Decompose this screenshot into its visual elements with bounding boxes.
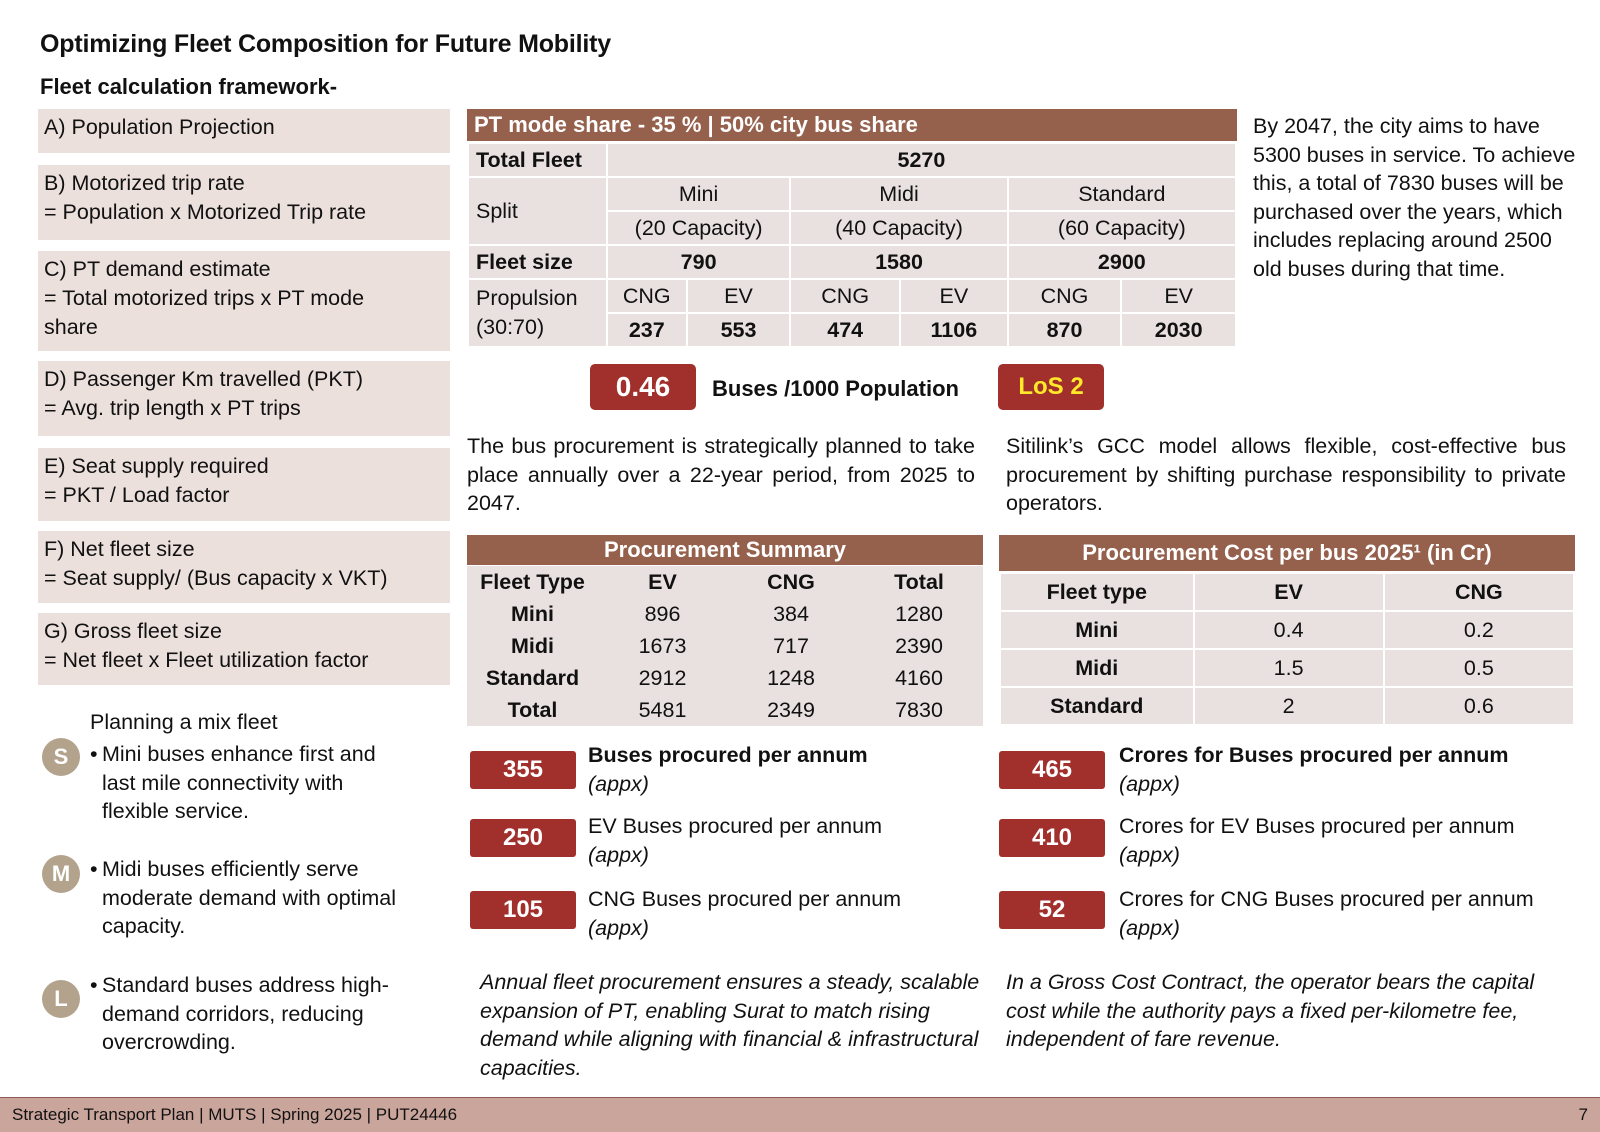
- l-circle-icon: L: [42, 980, 80, 1018]
- stat-label: [1119, 885, 1534, 942]
- fleet-size-value: 790: [607, 245, 791, 279]
- table-cell: 0.6: [1384, 687, 1574, 725]
- table-row: [1000, 611, 1574, 649]
- table-cell: 0.5: [1384, 649, 1574, 687]
- buses-per-annum-badge: 355: [470, 751, 576, 789]
- fleet-size-label: Fleet size: [468, 245, 607, 279]
- table-cell: 2390: [855, 630, 983, 662]
- mix-item-line: flexible service.: [102, 799, 249, 823]
- table-cell: 2349: [727, 694, 855, 726]
- table-row: [467, 630, 983, 662]
- procurement-cost-table: [999, 572, 1575, 726]
- page-number: 7: [1578, 1105, 1588, 1124]
- row-label: Midi: [1000, 649, 1194, 687]
- propulsion-value: 1106: [900, 313, 1008, 347]
- framework-line: = Avg. trip length x PT trips: [44, 396, 301, 420]
- stat-note: (appx): [1119, 771, 1180, 796]
- mix-fleet-heading: Planning a mix fleet: [90, 710, 278, 734]
- gcc-paragraph: Sitilink’s GCC model allows flexible, cost-effective bus procurement by shifting purchase responsibility to private operators.: [1006, 434, 1566, 516]
- ev-label: EV: [1121, 279, 1236, 313]
- table-row: [468, 143, 1236, 177]
- ev-label: EV: [687, 279, 791, 313]
- fleet-size-value: 2900: [1008, 245, 1236, 279]
- framework-subtitle: Fleet calculation framework-: [40, 74, 338, 99]
- mix-item-standard: [90, 971, 389, 1057]
- cng-label: CNG: [790, 279, 900, 313]
- footer: [0, 1097, 1600, 1132]
- stat-note: (appx): [1119, 915, 1180, 940]
- propulsion-value: 474: [790, 313, 900, 347]
- stat-note: (appx): [588, 915, 649, 940]
- table-cell: 4160: [855, 662, 983, 694]
- stat-title: Crores for EV Buses procured per annum: [1119, 814, 1515, 838]
- mix-item-line: overcrowding.: [102, 1030, 236, 1054]
- framework-line: = Total motorized trips x PT mode: [44, 286, 365, 310]
- total-fleet-label: Total Fleet: [468, 143, 607, 177]
- column-header: Total: [855, 566, 983, 598]
- table-row: [1000, 687, 1574, 725]
- mix-item-line: Standard buses address high-: [102, 973, 389, 997]
- cng-label: CNG: [607, 279, 687, 313]
- stat-title: CNG Buses procured per annum: [588, 887, 902, 911]
- procurement-summary-table: [467, 566, 983, 726]
- procurement-note: Annual fleet procurement ensures a steady, scalable expansion of PT, enabling Surat to match rising demand while aligning with financial & infrastructural capacities.: [480, 970, 980, 1080]
- table-cell: 5481: [598, 694, 727, 726]
- framework-line: share: [44, 315, 98, 339]
- type-capacity: (60 Capacity): [1008, 211, 1236, 245]
- framework-box-g: [38, 613, 450, 685]
- table-cell: 1248: [727, 662, 855, 694]
- stat-label: [588, 812, 882, 869]
- stat-label: [588, 885, 901, 942]
- stat-title: Buses procured per annum: [588, 743, 868, 767]
- column-header: CNG: [727, 566, 855, 598]
- mix-item-line: demand corridors, reducing: [102, 1001, 364, 1026]
- table-row: [1000, 649, 1574, 687]
- bullet: •: [90, 742, 98, 766]
- framework-line: F) Net fleet size: [44, 537, 195, 561]
- table-row: [468, 177, 1236, 211]
- framework-box-f: [38, 531, 450, 603]
- los-badge: LoS 2: [998, 364, 1104, 410]
- bullet: •: [90, 857, 98, 881]
- pt-mode-header: PT mode share - 35 % | 50% city bus share: [467, 109, 1237, 141]
- framework-box-c: [38, 251, 450, 351]
- crores-cng-badge: 52: [999, 891, 1105, 929]
- table-row: [468, 279, 1236, 313]
- framework-box-a: [38, 109, 450, 153]
- cng-label: CNG: [1008, 279, 1122, 313]
- framework-box-b: [38, 165, 450, 240]
- framework-line: E) Seat supply required: [44, 454, 269, 478]
- column-header: EV: [1194, 573, 1384, 611]
- stat-note: (appx): [1119, 842, 1180, 867]
- type-capacity: (40 Capacity): [790, 211, 1007, 245]
- target-paragraph: By 2047, the city aims to have 5300 buses in service. To achieve this, a total of 7830 buses will be purchased over the years, which includes replacing around 2500 old buses during that time.: [1253, 114, 1576, 281]
- pt-fleet-table: [467, 142, 1237, 348]
- type-name: Standard: [1008, 177, 1236, 211]
- footer-text: Strategic Transport Plan | MUTS | Spring 2025 | PUT24446: [12, 1105, 458, 1124]
- table-cell: 1673: [598, 630, 727, 662]
- mix-item-line: Midi buses efficiently serve: [102, 857, 359, 881]
- stat-label: [588, 741, 868, 798]
- propulsion-label-line: Propulsion: [476, 286, 578, 310]
- framework-line: = Seat supply/ (Bus capacity x VKT): [44, 566, 388, 590]
- crores-ev-badge: 410: [999, 819, 1105, 857]
- propulsion-label: [468, 279, 607, 347]
- crores-per-annum-badge: 465: [999, 751, 1105, 789]
- s-circle-icon: S: [42, 738, 80, 776]
- row-label: Midi: [467, 630, 598, 662]
- bullet: •: [90, 973, 98, 997]
- table-cell: 0.4: [1194, 611, 1384, 649]
- procurement-paragraph: The bus procurement is strategically planned to take place annually over a 22-year period, from 2025 to 2047.: [467, 434, 975, 516]
- type-name: Mini: [607, 177, 791, 211]
- stat-title: Crores for Buses procured per annum: [1119, 743, 1509, 767]
- procurement-cost-title: Procurement Cost per bus 2025¹ (in Cr): [999, 535, 1575, 571]
- propulsion-value: 870: [1008, 313, 1122, 347]
- stat-label: [1119, 741, 1508, 798]
- column-header: EV: [598, 566, 727, 598]
- table-cell: 2912: [598, 662, 727, 694]
- framework-line: C) PT demand estimate: [44, 257, 271, 281]
- propulsion-label-line: (30:70): [476, 315, 545, 339]
- framework-line: = Population x Motorized Trip rate: [44, 200, 367, 224]
- column-header: Fleet type: [1000, 573, 1194, 611]
- total-fleet-value: 5270: [607, 143, 1236, 177]
- cng-buses-badge: 105: [470, 891, 576, 929]
- mix-item-line: Mini buses enhance first and: [102, 742, 376, 766]
- table-header-row: [467, 566, 983, 598]
- framework-line: A) Population Projection: [44, 115, 275, 139]
- row-label: Standard: [467, 662, 598, 694]
- mix-item-line: last mile connectivity with: [102, 770, 344, 795]
- table-cell: 7830: [855, 694, 983, 726]
- table-row: [468, 245, 1236, 279]
- table-header-row: [1000, 573, 1574, 611]
- propulsion-value: 553: [687, 313, 791, 347]
- stat-title: Crores for CNG Buses procured per annum: [1119, 887, 1534, 911]
- row-label: Standard: [1000, 687, 1194, 725]
- table-cell: 1.5: [1194, 649, 1384, 687]
- table-cell: 384: [727, 598, 855, 630]
- framework-box-d: [38, 361, 450, 436]
- propulsion-value: 237: [607, 313, 687, 347]
- procurement-summary-title: Procurement Summary: [467, 535, 983, 565]
- propulsion-value: 2030: [1121, 313, 1236, 347]
- column-header: Fleet Type: [467, 566, 598, 598]
- stat-note: (appx): [588, 771, 649, 796]
- table-cell: 1280: [855, 598, 983, 630]
- mix-item-line: moderate demand with optimal: [102, 885, 396, 910]
- m-circle-icon: M: [42, 855, 80, 893]
- type-capacity: (20 Capacity): [607, 211, 791, 245]
- table-row: [467, 694, 983, 726]
- table-cell: 896: [598, 598, 727, 630]
- mix-item-mini: [90, 740, 376, 826]
- mix-item-line: capacity.: [102, 914, 186, 938]
- fleet-size-value: 1580: [790, 245, 1007, 279]
- stat-title: EV Buses procured per annum: [588, 814, 882, 838]
- row-label: Mini: [467, 598, 598, 630]
- mix-item-midi: [90, 855, 396, 941]
- table-cell: 717: [727, 630, 855, 662]
- framework-line: = PKT / Load factor: [44, 483, 230, 507]
- type-name: Midi: [790, 177, 1007, 211]
- ratio-badge: 0.46: [590, 364, 696, 410]
- ev-label: EV: [900, 279, 1008, 313]
- page-title: Optimizing Fleet Composition for Future Mobility: [40, 30, 611, 58]
- table-row: [467, 662, 983, 694]
- ratio-label: Buses /1000 Population: [712, 376, 959, 401]
- framework-line: G) Gross fleet size: [44, 619, 223, 643]
- row-label: Total: [467, 694, 598, 726]
- table-row: [467, 598, 983, 630]
- gcc-note: In a Gross Cost Contract, the operator bears the capital cost while the authority pays a fixed per-kilometre fee, independent of fare revenue.: [1006, 970, 1535, 1052]
- framework-line: B) Motorized trip rate: [44, 171, 245, 195]
- row-label: Mini: [1000, 611, 1194, 649]
- stat-label: [1119, 812, 1515, 869]
- framework-box-e: [38, 448, 450, 521]
- table-cell: 0.2: [1384, 611, 1574, 649]
- column-header: CNG: [1384, 573, 1574, 611]
- split-label: Split: [468, 177, 607, 245]
- ev-buses-badge: 250: [470, 819, 576, 857]
- stat-note: (appx): [588, 842, 649, 867]
- framework-line: = Net fleet x Fleet utilization factor: [44, 648, 369, 672]
- table-cell: 2: [1194, 687, 1384, 725]
- framework-line: D) Passenger Km travelled (PKT): [44, 367, 364, 391]
